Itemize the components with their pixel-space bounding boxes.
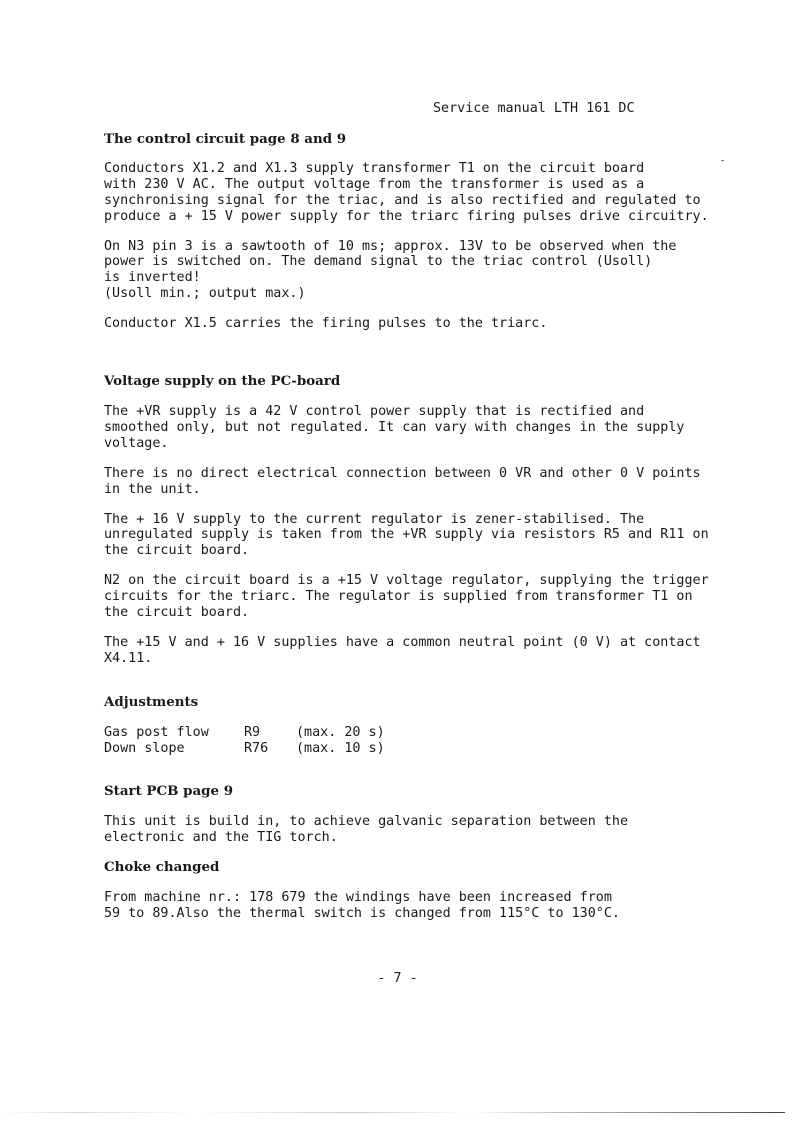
paragraph-line: unregulated supply is taken from the +VR supply via resistors R5 and R11 on [104, 527, 709, 543]
paragraph-line: Conductors X1.2 and X1.3 supply transformer T1 on the circuit board [104, 160, 645, 176]
document-header: Service manual LTH 161 DC [433, 101, 635, 116]
paragraph-line: with 230 V AC. The output voltage from the transformer is used as a [104, 176, 645, 192]
paragraph-line: smoothed only, but not regulated. It can vary with changes in the supply [104, 419, 685, 435]
section-title-adjustments: Adjustments [104, 693, 199, 710]
paragraph-line: 59 to 89.Also the thermal switch is changed from 115°C to 130°C. [104, 906, 620, 921]
adjustment-row [104, 741, 734, 757]
paragraph-line: the circuit board. [104, 605, 250, 621]
paragraph-line: produce a + 15 V power supply for the triarc firing pulses drive circuitry. [104, 208, 709, 224]
section-title-choke-changed: Choke changed [104, 859, 220, 876]
page-content [104, 132, 734, 922]
paragraph-line: power is switched on. The demand signal to the triac control (Usoll) [104, 254, 653, 270]
adjustment-name: Down slope [104, 740, 185, 756]
paragraph-line: N2 on the circuit board is a +15 V voltage regulator, supplying the trigger [104, 573, 709, 589]
paragraph-line: circuits for the triarc. The regulator is supplied from transformer T1 on [104, 589, 693, 605]
section-title-control-circuit: The control circuit page 8 and 9 [104, 131, 347, 147]
adjustment-ref: R76 [244, 740, 269, 756]
adjustment-range: (max. 10 s) [296, 740, 385, 756]
adjustment-ref: R9 [244, 724, 261, 740]
page-number: - 7 - [377, 971, 418, 986]
paragraph-line: the circuit board. [104, 543, 250, 559]
paragraph-line: On N3 pin 3 is a sawtooth of 10 ms; approx. 13V to be observed when the [104, 238, 677, 254]
paragraph-line: The + 16 V supply to the current regulator is zener-stabilised. The [104, 511, 645, 527]
paragraph-line: synchronising signal for the triac, and is also rectified and regulated to [104, 192, 701, 208]
paragraph-line: This unit is build in, to achieve galvanic separation between the [104, 814, 629, 830]
adjustment-row [104, 725, 734, 741]
paragraph-line: Conductor X1.5 carries the firing pulses to the triarc. [104, 316, 548, 332]
paragraph-line: X4.11. [104, 650, 153, 666]
section-title-voltage-supply: Voltage supply on the PC-board [104, 373, 341, 390]
adjustment-name: Gas post flow [104, 724, 209, 740]
paragraph-line: The +VR supply is a 42 V control power supply that is rectified and [104, 403, 645, 419]
paragraph-line: in the unit. [104, 481, 201, 497]
adjustment-range: (max. 20 s) [296, 724, 385, 740]
paragraph-line: electronic and the TIG torch. [104, 830, 338, 846]
paragraph-line: is inverted! [104, 270, 201, 286]
paragraph-line: voltage. [104, 435, 169, 451]
paragraph-line: From machine nr.: 178 679 the windings have been increased from [104, 890, 612, 906]
paragraph-line: (Usoll min.; output max.) [104, 286, 306, 302]
scan-edge-line [0, 1112, 785, 1113]
section-title-start-pcb: Start PCB page 9 [104, 783, 234, 800]
paragraph-line: There is no direct electrical connection between 0 VR and other 0 V points [104, 465, 701, 481]
paragraph-line: The +15 V and + 16 V supplies have a common neutral point (0 V) at contact [104, 634, 701, 650]
